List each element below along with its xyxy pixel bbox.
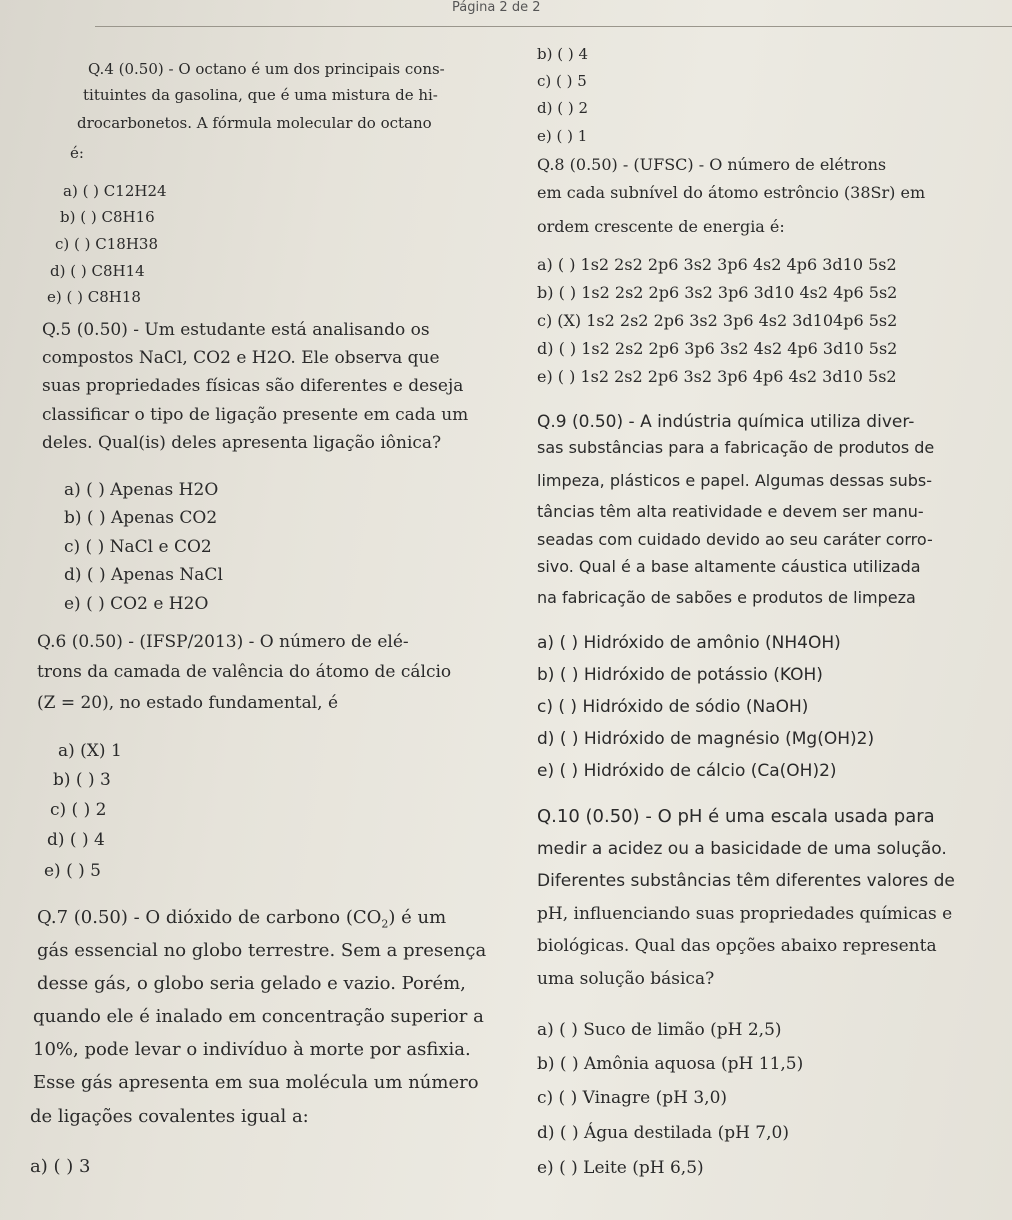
q10-option-d[interactable]: d) ( ) Água destilada (pH 7,0)	[537, 1123, 789, 1143]
q9-line-4: tâncias têm alta reatividade e devem ser manu-	[537, 502, 924, 521]
q10-line-4: pH, influenciando suas propriedades químicas e	[537, 904, 953, 924]
q8-line-1: Q.8 (0.50) - (UFSC) - O número de elétrons	[537, 155, 887, 174]
page-number: Página 2 de 2	[452, 0, 541, 15]
q5-line-1: Q.5 (0.50) - Um estudante está analisando os	[42, 320, 430, 340]
q7-option-b[interactable]: b) ( ) 4	[537, 45, 589, 63]
q9-line-2: sas substâncias para a fabricação de produtos de	[537, 438, 935, 457]
q7-option-d[interactable]: d) ( ) 2	[537, 99, 589, 117]
q10-line-2: medir a acidez ou a basicidade de uma solução.	[537, 839, 947, 859]
q7-line-2: gás essencial no globo terrestre. Sem a presença	[37, 940, 487, 961]
q7-line-6: Esse gás apresenta em sua molécula um número	[33, 1072, 479, 1093]
q7-line-1	[37, 907, 446, 931]
q4-line-2: tituintes da gasolina, que é uma mistura de hi-	[83, 86, 438, 104]
q7-line-1-sub: 2	[381, 917, 389, 931]
q8-option-b[interactable]: b) ( ) 1s2 2s2 2p6 3s2 3p6 3d10 4s2 4p6 5s2	[537, 283, 898, 302]
q7-option-a[interactable]: a) ( ) 3	[30, 1156, 91, 1177]
q5-option-d[interactable]: d) ( ) Apenas NaCl	[64, 565, 223, 585]
q4-option-d[interactable]: d) ( ) C8H14	[50, 262, 145, 280]
q5-line-5: deles. Qual(is) deles apresenta ligação iônica?	[42, 433, 442, 453]
q9-line-7: na fabricação de sabões e produtos de limpeza	[537, 588, 916, 607]
q7-line-3: desse gás, o globo seria gelado e vazio. Porém,	[37, 973, 466, 994]
q9-option-d[interactable]: d) ( ) Hidróxido de magnésio (Mg(OH)2)	[537, 729, 875, 749]
q7-line-4: quando ele é inalado em concentração superior a	[33, 1006, 484, 1027]
q6-option-b[interactable]: b) ( ) 3	[53, 770, 111, 790]
q4-option-c[interactable]: c) ( ) C18H38	[55, 235, 158, 253]
q9-option-c[interactable]: c) ( ) Hidróxido de sódio (NaOH)	[537, 697, 809, 717]
q9-line-6: sivo. Qual é a base altamente cáustica utilizada	[537, 557, 921, 576]
q9-option-a[interactable]: a) ( ) Hidróxido de amônio (NH4OH)	[537, 633, 841, 653]
q7-line-5: 10%, pode levar o indivíduo à morte por asfixia.	[33, 1039, 471, 1060]
q9-line-3: limpeza, plásticos e papel. Algumas dessas subs-	[537, 471, 932, 490]
q7-option-e[interactable]: e) ( ) 1	[537, 127, 588, 145]
q6-option-c[interactable]: c) ( ) 2	[50, 800, 107, 820]
q5-line-4: classificar o tipo de ligação presente em cada um	[42, 405, 469, 425]
q8-line-2: em cada subnível do átomo estrôncio (38Sr) em	[537, 183, 926, 202]
q4-line-1: Q.4 (0.50) - O octano é um dos principais cons-	[88, 60, 445, 78]
q8-option-e[interactable]: e) ( ) 1s2 2s2 2p6 3s2 3p6 4p6 4s2 3d10 5s2	[537, 367, 897, 386]
q5-option-e[interactable]: e) ( ) CO2 e H2O	[64, 594, 209, 614]
q4-line-3: drocarbonetos. A fórmula molecular do octano	[77, 114, 432, 132]
q10-line-3: Diferentes substâncias têm diferentes valores de	[537, 871, 955, 891]
q5-line-2: compostos NaCl, CO2 e H2O. Ele observa que	[42, 348, 440, 368]
q9-option-e[interactable]: e) ( ) Hidróxido de cálcio (Ca(OH)2)	[537, 761, 837, 781]
q5-option-b[interactable]: b) ( ) Apenas CO2	[64, 508, 218, 528]
q10-option-c[interactable]: c) ( ) Vinagre (pH 3,0)	[537, 1088, 728, 1108]
q10-line-5: biológicas. Qual das opções abaixo representa	[537, 936, 937, 956]
q9-line-1: Q.9 (0.50) - A indústria química utiliza diver-	[537, 412, 915, 432]
q4-option-b[interactable]: b) ( ) C8H16	[60, 208, 155, 226]
q8-option-a[interactable]: a) ( ) 1s2 2s2 2p6 3s2 3p6 4s2 4p6 3d10 5s2	[537, 255, 897, 274]
q5-option-c[interactable]: c) ( ) NaCl e CO2	[64, 537, 212, 557]
q4-line-4: é:	[70, 144, 84, 162]
q6-option-e[interactable]: e) ( ) 5	[44, 861, 101, 881]
q8-option-c[interactable]: c) (X) 1s2 2s2 2p6 3s2 3p6 4s2 3d104p6 5s2	[537, 311, 898, 330]
q5-option-a[interactable]: a) ( ) Apenas H2O	[64, 480, 219, 500]
q10-option-e[interactable]: e) ( ) Leite (pH 6,5)	[537, 1158, 704, 1178]
q9-line-5: seadas com cuidado devido ao seu caráter corro-	[537, 530, 933, 549]
q10-line-1: Q.10 (0.50) - O pH é uma escala usada para	[537, 806, 935, 827]
q5-line-3: suas propriedades físicas são diferentes e deseja	[42, 376, 464, 396]
q10-option-a[interactable]: a) ( ) Suco de limão (pH 2,5)	[537, 1020, 782, 1040]
q10-line-6: uma solução básica?	[537, 969, 715, 989]
q6-line-3: (Z = 20), no estado fundamental, é	[37, 693, 339, 713]
q4-option-e[interactable]: e) ( ) C8H18	[47, 288, 141, 306]
q10-option-b[interactable]: b) ( ) Amônia aquosa (pH 11,5)	[537, 1054, 804, 1074]
q6-option-a[interactable]: a) (X) 1	[58, 741, 122, 761]
q6-option-d[interactable]: d) ( ) 4	[47, 830, 105, 850]
q7-line-7: de ligações covalentes igual a:	[30, 1106, 309, 1127]
q6-line-1: Q.6 (0.50) - (IFSP/2013) - O número de elé-	[37, 632, 409, 652]
q4-option-a[interactable]: a) ( ) C12H24	[63, 182, 167, 200]
q8-line-3: ordem crescente de energia é:	[537, 217, 785, 236]
q7-line-1-pre: Q.7 (0.50) - O dióxido de carbono (CO	[37, 907, 382, 928]
q7-line-1-post: ) é um	[388, 907, 447, 928]
q7-option-c[interactable]: c) ( ) 5	[537, 72, 587, 90]
q9-option-b[interactable]: b) ( ) Hidróxido de potássio (KOH)	[537, 665, 823, 685]
header-divider	[95, 26, 1012, 27]
q6-line-2: trons da camada de valência do átomo de cálcio	[37, 662, 452, 682]
q8-option-d[interactable]: d) ( ) 1s2 2s2 2p6 3p6 3s2 4s2 4p6 3d10 5s2	[537, 339, 898, 358]
